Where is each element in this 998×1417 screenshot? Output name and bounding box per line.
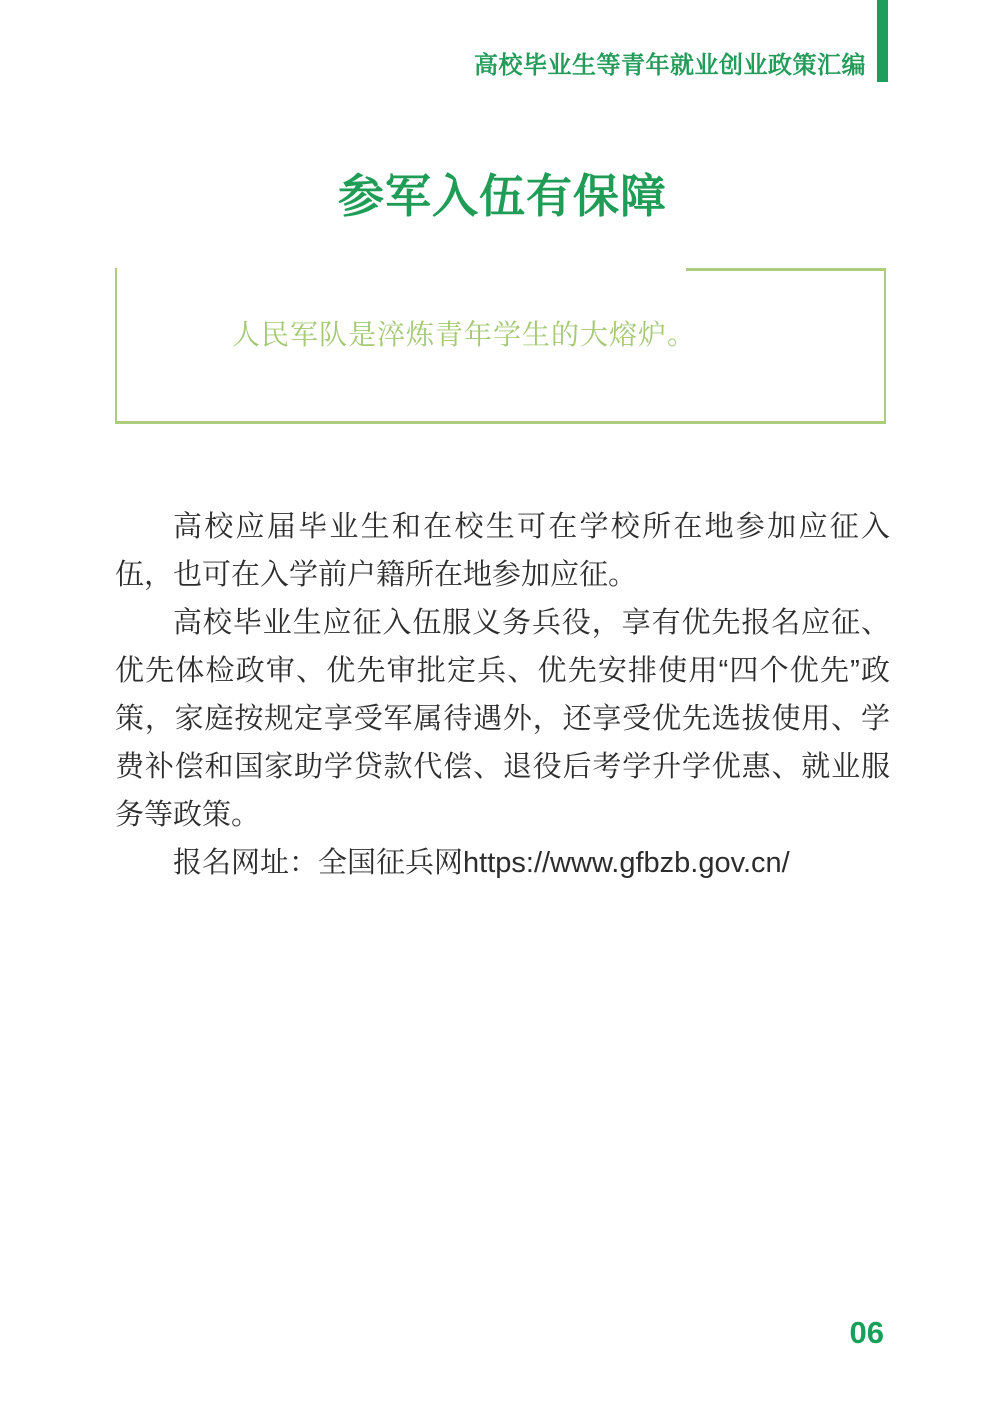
booklet-header-title: 高校毕业生等青年就业创业政策汇编 — [474, 52, 866, 79]
quote-box-top-border — [686, 268, 884, 271]
paragraph-benefits: 高校毕业生应征入伍服义务兵役，享有优先报名应征、优先体检政审、优先审批定兵、优先安排使用“四个优先”政策，家庭按规定享受军属待遇外，还享受优先选拔使用、学费补偿和国家助学贷款代偿、退役后考学升学优惠、就业服务等政策。 — [115, 607, 890, 831]
body-text — [115, 503, 890, 887]
signup-label: 报名网址：全国征兵网 — [173, 847, 464, 879]
page-number: 06 — [849, 1315, 884, 1350]
section-title: 参军入伍有保障 — [338, 170, 667, 222]
paragraph-eligibility: 高校应届毕业生和在校生可在学校所在地参加应征入伍，也可在入学前户籍所在地参加应征。 — [115, 511, 890, 591]
header-accent-bar — [877, 0, 888, 82]
signup-url[interactable]: https://www.gfbzb.gov.cn/ — [463, 847, 790, 879]
paragraph-signup — [115, 839, 890, 887]
quote-text: 人民军队是淬炼青年学生的大熔炉。 — [232, 319, 697, 350]
quote-box — [115, 268, 886, 424]
